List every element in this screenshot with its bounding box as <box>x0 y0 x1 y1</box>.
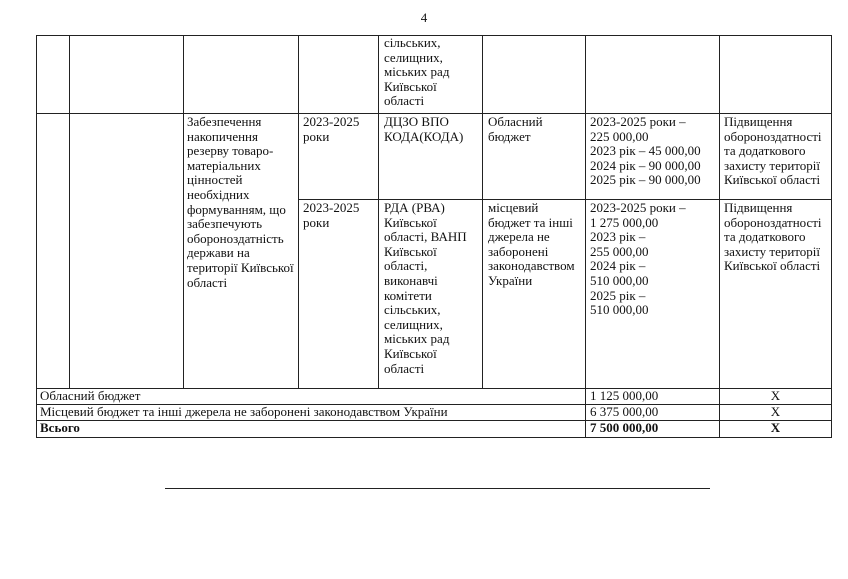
col-divider <box>719 35 720 438</box>
table-bottom-border <box>36 437 831 438</box>
col-divider <box>69 35 70 389</box>
amount-line: 1 275 000,00 <box>590 214 659 230</box>
continued-executors: сільських, селищних, міських рад Київської області <box>384 35 450 109</box>
row1-executor: ДЦЗО ВПО КОДА(КОДА) <box>384 114 464 144</box>
row1-funding-source: Обласний бюджет <box>488 114 543 144</box>
summary-regional-label: Обласний бюджет <box>40 388 141 403</box>
summary-local-label: Місцевий бюджет та інші джерела не заборонені законодавством України <box>40 404 448 419</box>
amount-line: 2023 рік – 45 000,00 <box>590 143 701 159</box>
summary-local-amount: 6 375 000,00 <box>590 404 659 419</box>
amount-line: 225 000,00 <box>590 128 649 144</box>
col-divider <box>585 35 586 438</box>
amount-line: 2024 рік – 90 000,00 <box>590 157 701 173</box>
summary-local-mark: X <box>770 404 781 419</box>
col-divider <box>482 35 483 389</box>
summary-total-amount: 7 500 000,00 <box>590 420 659 435</box>
summary-regional-mark: X <box>770 388 781 403</box>
row1-expected-result: Підвищення обороноздатності та додаткового захисту території Київської області <box>724 114 822 188</box>
col-divider <box>298 35 299 389</box>
amount-line: 510 000,00 <box>590 272 649 288</box>
task-description: Забезпечення накопичення резерву товаро-матеріальних цінностей необхідних формуванням, що забезпечують обороноздатність держави на території Київської області <box>187 114 294 290</box>
row1-term: 2023-2025 роки <box>303 114 360 144</box>
col-divider <box>183 35 184 389</box>
row2-term: 2023-2025 роки <box>303 200 360 230</box>
amount-line: 2023 рік – <box>590 229 646 245</box>
table-right-border <box>831 35 832 438</box>
page-number: 4 <box>420 10 428 25</box>
amount-line: 2025 рік – <box>590 287 646 303</box>
row2-amounts <box>590 201 718 318</box>
summary-total-label: Всього <box>40 420 80 435</box>
summary-total-mark: X <box>770 420 781 435</box>
amount-line: 255 000,00 <box>590 243 649 259</box>
col-divider <box>378 35 379 389</box>
amount-line: 510 000,00 <box>590 302 649 318</box>
row1-amounts <box>590 115 718 188</box>
amount-line: 2025 рік – 90 000,00 <box>590 172 701 188</box>
amount-line: 2023-2025 роки – <box>590 114 686 129</box>
row2-expected-result: Підвищення обороноздатності та додаткового захисту території Київської області <box>724 200 822 274</box>
amount-line: 2024 рік – <box>590 258 646 274</box>
row2-funding-source: місцевий бюджет та інші джерела не заборонені законодавством України <box>488 200 575 288</box>
col-divider <box>36 35 37 438</box>
closing-line <box>165 488 710 489</box>
amount-line: 2023-2025 роки – <box>590 200 686 215</box>
summary-regional-amount: 1 125 000,00 <box>590 388 659 403</box>
row2-executor: РДА (РВА) Київської області, ВАНП Київської області, виконавчі комітети сільських, селищних, міських рад Київської області <box>384 200 467 376</box>
